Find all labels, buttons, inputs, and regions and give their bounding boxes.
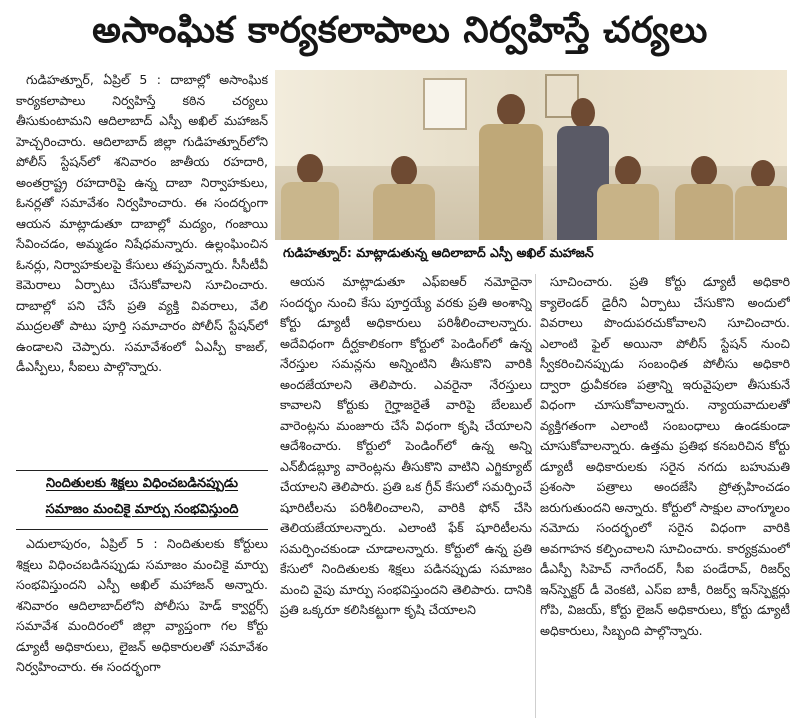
photo-person-speaker xyxy=(475,94,545,240)
article2-column-3 xyxy=(540,272,790,720)
subheadline-line-2: సమాజం మంచికై మార్పు సంభవిస్తుంది xyxy=(45,502,239,517)
column-divider xyxy=(535,274,536,718)
photo-person-seated-2 xyxy=(371,156,435,240)
headline: అసాంఘిక కార్యకలాపాలు నిర్వహిస్తే చర్యలు xyxy=(92,10,708,51)
article2-column-1 xyxy=(16,534,268,720)
photo-person-seated-5 xyxy=(735,160,787,240)
news-photo xyxy=(275,70,787,240)
article2-column-2 xyxy=(280,272,532,720)
subheadline-line-1: నిందితులకు శిక్షలు విధించబడినప్పుడు xyxy=(45,476,239,491)
photo-caption: గుడిహత్నూర్: మాట్లాడుతున్న ఆదిలాబాద్ ఎస్పీ అఖిల్ మహాజన్ xyxy=(275,240,787,266)
photo-wall-portrait xyxy=(423,78,467,130)
article2-paragraph-1: ఎదులాపురం, ఏప్రిల్ 5 : నిందితులకు కోర్టులు శిక్షలు విధించబడినప్పుడు సమాజం మంచికై మార్పు సంభవిస్తుందని ఎస్పీ అఖిల్ మహాజన్ అన్నారు. శనివారం ఆదిలాబాద్‌లోని పోలీసు హెడ్ క్వార్టర్స్ సమావేశ మందిరంలో జిల్లా వ్యాప్తంగా గల కోర్టు డ్యూటీ అధికారులు, లైజన్ అధికారులతో సమావేశం నిర్వహించారు. ఈ సందర్భంగా xyxy=(16,536,268,674)
article2-paragraph-2: ఆయన మాట్లాడుతూ ఎఫ్ఐఆర్ నమోదైనా సందర్భం నుంచి కేసు పూర్తయ్యే వరకు ప్రతి అంశాన్ని కోర్టు డ్యూటీ అధికారులు పరిశీలించాలన్నారు. అదేవిధంగా దీర్ఘకాలికంగా కోర్టులో పెండింగ్‌లో ఉన్న నేరస్తుల సమన్లను అన్నింటిని తీసుకొని వారికి అందజేయాలని తెలిపారు. ఎవరైనా నేరస్తులు కావాలని కోర్టుకు గైర్హాజరైతే వారిపై బేలబుల్ వారెంట్లను మంజూరు చేసే విధంగా కృషి చేయాలని ఆదేశించారు. కోర్టులో పెండింగ్‌లో ఉన్న అన్ని ఎన్‌బీడబ్ల్యూ వారెంట్లను తీసుకొని వాటిని ఎగ్జిక్యూట్ చేయాలని తెలిపారు. ప్రతి ఒక గ్రీవ్ కేసులో సమర్పించే షూరిటీలను పరిశీలించాలని, వారికి ఫోన్ చేసి తెలియజేయాలన్నారు. ఎలాంటి ఫేక్ షూరిటీలను సమర్పించకుండా చూడాలన్నారు. కోర్టులో ఉన్న ప్రతి కేసులో నిందితులకు శిక్షలు పడినప్పుడు సమాజం మంచి వైపు మార్పు సంభవిస్తుందని తెలిపారు. దానికి ప్రతి ఒక్కరూ కలిసికట్టుగా కృషి చేయాలని xyxy=(280,274,532,617)
article2-subheadline xyxy=(16,470,268,530)
article1-text xyxy=(16,70,268,464)
article2-paragraph-3: సూచించారు. ప్రతి కోర్టు డ్యూటీ అధికారి క్యాలెండర్ డైరీని ఏర్పాటు చేసుకొని అందులో వివరాలు పొందుపరచుకోవాలని సూచించారు. ఎలాంటి ఫైల్ అయినా పోలీస్ స్టేషన్ నుంచి స్వీకరించినప్పుడు సంబంధిత పోలీసు అధికారి ద్వారా ధ్రువీకరణ పత్రాన్ని ఇరువైపులా తీసుకునే విధంగా చూసుకోవాలన్నారు. న్యాయవాదులతో వ్యక్తిగతంగా ఎలాంటి సంబంధాలు ఉండకుండా చూసుకోవాలన్నారు. ఉత్తమ ప్రతిభ కనబరిచిన కోర్టు డ్యూటీ అధికారులకు సరైన నగదు బహుమతి ప్రశంసా పత్రాలు అందజేసి ప్రోత్సహించడం జరుగుతుందని అన్నారు. కోర్టులో సాక్షుల వాంగ్మూలం నమోదు సందర్భంలో సరైన విధంగా వారికి అవగాహన కల్పించాలని సూచించారు. కార్యక్రమంలో డీఎస్పీ సిహెచ్ నాగేందర్, సీఐ పండేరావ్, రిజర్వ్ ఇన్‌స్పెక్టర్ డీ వెంకటి, ఎస్ఐ బాకీ, రిజర్వ్ ఇన్‌స్పెక్టర్లు గోపి, విజయ్, కోర్టు లైజన్ అధికారులు, కోర్టు డ్యూటీ అధికారులు, సిబ్బంది పాల్గొన్నారు. xyxy=(540,274,790,638)
photo-person-seated-1 xyxy=(279,154,339,240)
photo-person-seated-3 xyxy=(595,156,659,240)
article1-paragraph: గుడిహత్నూర్, ఏప్రిల్ 5 : దాబాల్లో అసాంఘిక కార్యకలాపాలు నిర్వహిస్తే కఠిన చర్యలు తీసుకుంటామని ఆదిలాబాద్ ఎస్పీ అఖిల్ మహాజన్ హెచ్చరించారు. ఆదిలాబాద్ జిల్లా గుడిహత్నూర్‌లోని పోలీస్ స్టేషన్‌లో శనివారం జాతీయ రహదారి, అంతర్రాష్ట్ర రహదారిపై ఉన్న దాబా నిర్వాహకులు, ఓనర్లతో సమావేశం నిర్వహించారు. ఈ సందర్భంగా ఆయన మాట్లాడుతూ దాబాల్లో మద్యం, గంజాయి సేవించడం, అమ్మడం నిషేధమన్నారు. ఉల్లంఘించిన ఓనర్లు, నిర్వాహకులపై కేసులు తప్పవన్నారు. సీసీటీవీ కెమెరాలు ఏర్పాటు చేసుకోవాలని సూచించారు. దాబాల్లో పని చేసే ప్రతి వ్యక్తి వివరాలు, వేలి ముద్రలతో పాటు పూర్తి సమాచారం పోలీస్ స్టేషన్‌లో ఉండాలని చెప్పారు. సమావేశంలో ఏఎస్పీ కాజల్, డీఎస్పీలు, సీఐలు పాల్గొన్నారు. xyxy=(16,72,268,374)
photo-person-seated-4 xyxy=(673,156,733,240)
